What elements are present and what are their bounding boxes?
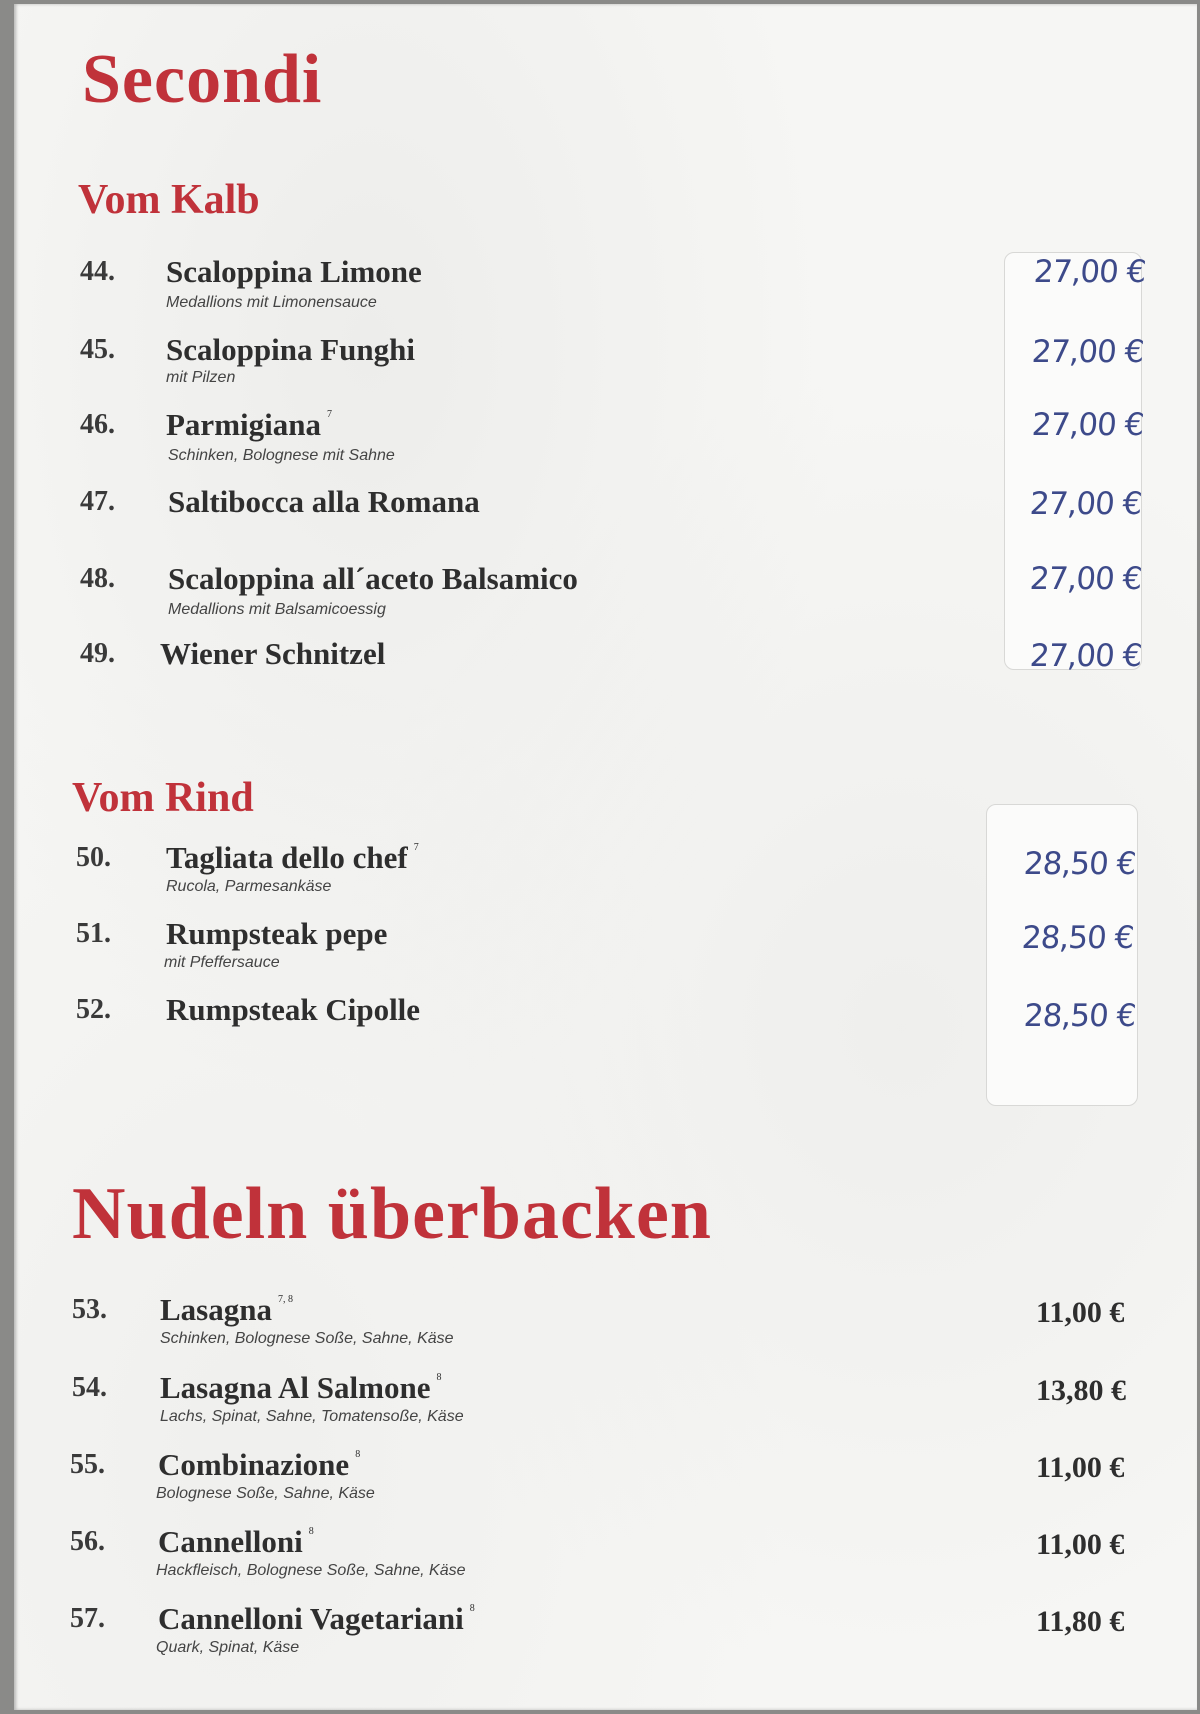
- menu-item: [14, 840, 1197, 900]
- section-heading-rind: Vom Rind: [72, 775, 254, 821]
- item-price: 27,00 €: [1028, 486, 1143, 522]
- allergen-note: 7: [413, 842, 419, 853]
- item-name: [158, 1524, 314, 1560]
- item-name: Scaloppina all´aceto Balsamico: [168, 561, 578, 596]
- item-name: Scaloppina Funghi: [166, 332, 415, 367]
- menu-item: [14, 992, 1197, 1052]
- item-name: Rumpsteak pepe: [166, 916, 388, 951]
- item-description: mit Pilzen: [166, 369, 236, 386]
- item-number: 57.: [70, 1603, 105, 1634]
- menu-item: [14, 1447, 1197, 1507]
- item-number: 53.: [72, 1294, 107, 1325]
- item-description: mit Pfeffersauce: [164, 954, 280, 971]
- menu-item: [14, 407, 1197, 467]
- item-number: 55.: [70, 1449, 105, 1480]
- item-number: 54.: [72, 1372, 107, 1403]
- section-title-nudeln: Nudeln überbacken: [72, 1173, 712, 1255]
- item-name: [158, 1601, 475, 1637]
- item-description: Rucola, Parmesankäse: [166, 878, 332, 895]
- item-price: 28,50 €: [1020, 920, 1135, 956]
- item-number: 48.: [80, 563, 115, 594]
- section-heading-kalb: Vom Kalb: [78, 177, 260, 223]
- allergen-note: 8: [355, 1449, 361, 1460]
- item-description: Quark, Spinat, Käse: [156, 1639, 300, 1656]
- item-name: [160, 1292, 293, 1328]
- item-name-text: Combinazione: [158, 1447, 350, 1482]
- item-price: 27,00 €: [1028, 638, 1143, 674]
- item-number: 45.: [80, 334, 115, 365]
- item-name: [166, 840, 419, 876]
- item-description: Schinken, Bolognese Soße, Sahne, Käse: [160, 1330, 454, 1347]
- item-description: Hackfleisch, Bolognese Soße, Sahne, Käse: [156, 1562, 466, 1579]
- item-price: 27,00 €: [1030, 334, 1145, 370]
- item-price: 27,00 €: [1030, 407, 1145, 443]
- allergen-note: 7, 8: [277, 1294, 293, 1305]
- menu-item: [14, 916, 1197, 976]
- menu-item: [14, 484, 1197, 544]
- item-name-text: Tagliata dello chef: [166, 840, 408, 875]
- item-number: 50.: [76, 842, 111, 873]
- item-description: Schinken, Bolognese mit Sahne: [168, 447, 395, 464]
- item-description: Medallions mit Limonensauce: [166, 294, 377, 311]
- menu-item: [14, 1524, 1197, 1584]
- item-price: 11,00 €: [1036, 1296, 1125, 1329]
- menu-item: [14, 1370, 1197, 1430]
- item-name-text: Lasagna Al Salmone: [160, 1370, 431, 1405]
- menu-item: [14, 254, 1197, 314]
- item-price: 11,00 €: [1036, 1451, 1125, 1484]
- item-price: 27,00 €: [1028, 561, 1143, 597]
- item-price: 11,00 €: [1036, 1528, 1125, 1561]
- item-name: [160, 1370, 441, 1406]
- allergen-note: 8: [308, 1526, 314, 1537]
- item-price: 27,00 €: [1032, 254, 1147, 290]
- item-number: 56.: [70, 1526, 105, 1557]
- item-price: 13,80 €: [1036, 1374, 1126, 1407]
- menu-item: [14, 1292, 1197, 1352]
- item-description: Bolognese Soße, Sahne, Käse: [156, 1485, 375, 1502]
- item-name-text: Parmigiana: [166, 407, 321, 442]
- menu-item: [14, 332, 1197, 392]
- item-name-text: Lasagna: [160, 1292, 272, 1327]
- menu-item: [14, 561, 1197, 621]
- item-name-text: Cannelloni: [158, 1524, 303, 1559]
- item-price: 28,50 €: [1022, 998, 1137, 1034]
- item-name: [158, 1447, 360, 1483]
- item-name: Scaloppina Limone: [166, 254, 422, 289]
- item-number: 49.: [80, 638, 115, 669]
- item-number: 51.: [76, 918, 111, 949]
- item-name-text: Cannelloni Vagetariani: [158, 1601, 464, 1636]
- item-price: 28,50 €: [1022, 846, 1137, 882]
- item-name: Saltibocca alla Romana: [168, 484, 480, 519]
- menu-page: [14, 4, 1197, 1710]
- menu-item: [14, 636, 1197, 696]
- item-description: Medallions mit Balsamicoessig: [168, 601, 386, 618]
- item-number: 52.: [76, 994, 111, 1025]
- item-name: Rumpsteak Cipolle: [166, 992, 421, 1027]
- item-price: 11,80 €: [1036, 1605, 1125, 1638]
- menu-item: [14, 1601, 1197, 1661]
- item-name: Wiener Schnitzel: [160, 636, 386, 671]
- item-description: Lachs, Spinat, Sahne, Tomatensoße, Käse: [160, 1408, 464, 1425]
- item-number: 47.: [80, 486, 115, 517]
- allergen-note: 7: [327, 409, 332, 420]
- item-number: 44.: [80, 256, 115, 287]
- allergen-note: 8: [469, 1603, 475, 1614]
- allergen-note: 8: [436, 1372, 442, 1383]
- page-title: Secondi: [82, 41, 323, 118]
- item-name: [166, 407, 332, 443]
- item-number: 46.: [80, 409, 115, 440]
